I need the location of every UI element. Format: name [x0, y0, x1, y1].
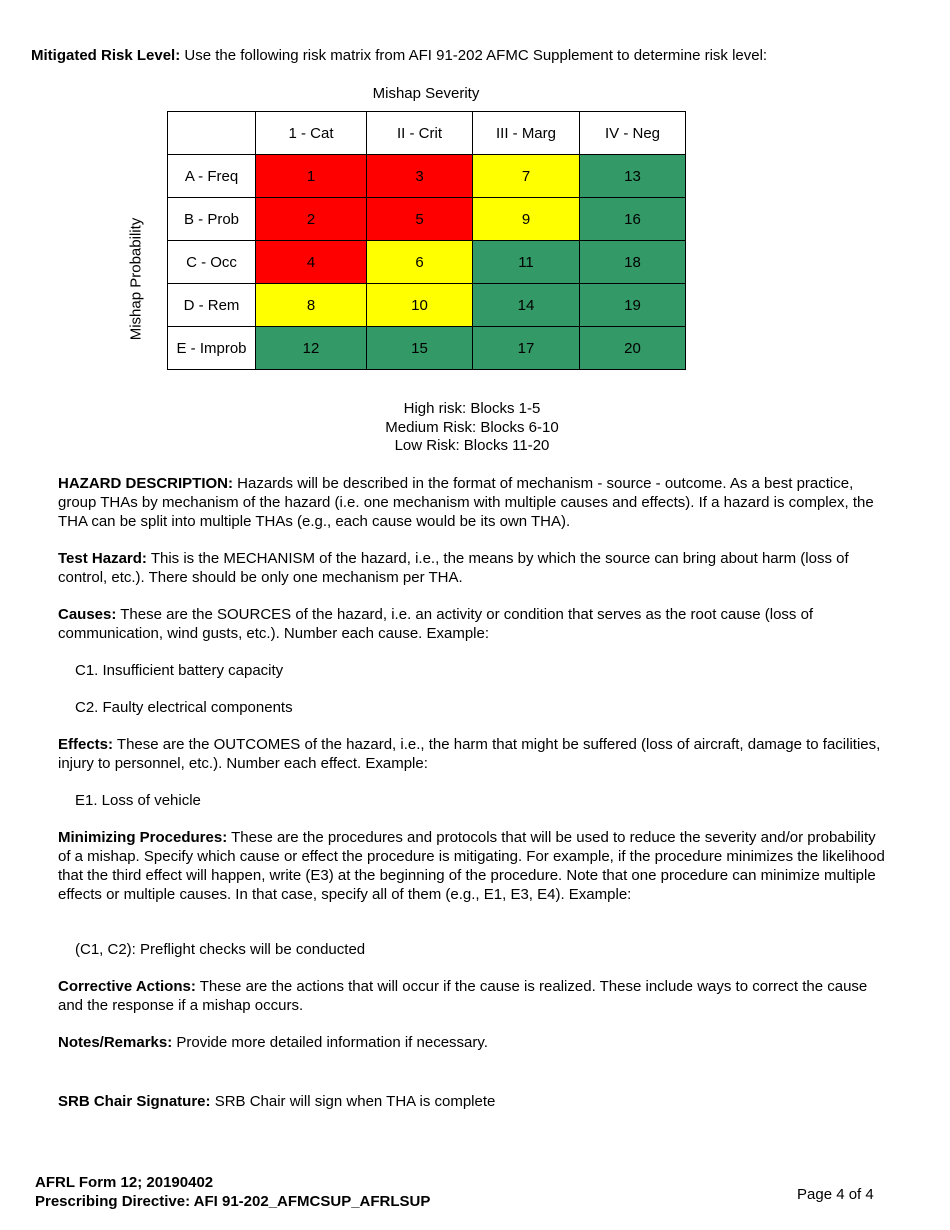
risk-cell: 19 — [580, 284, 686, 327]
cause-example: C2. Faulty electrical components — [75, 699, 293, 716]
test-hazard-label: Test Hazard: — [58, 550, 147, 567]
probability-header: D - Rem — [168, 284, 256, 327]
matrix-row — [168, 327, 686, 370]
causes-label: Causes: — [58, 606, 117, 623]
risk-cell: 9 — [473, 198, 580, 241]
risk-matrix — [167, 111, 686, 370]
matrix-row — [168, 198, 686, 241]
matrix-header-row — [168, 112, 686, 155]
matrix-row — [168, 284, 686, 327]
severity-axis-title: Mishap Severity — [372, 85, 480, 102]
severity-header: III - Marg — [473, 112, 580, 155]
corrective-actions-paragraph — [58, 977, 888, 1015]
notes-remarks-text: Provide more detailed information if necessary. — [172, 1034, 488, 1051]
risk-cell: 11 — [473, 241, 580, 284]
risk-cell: 20 — [580, 327, 686, 370]
cause-example: C1. Insufficient battery capacity — [75, 662, 284, 679]
test-hazard-text: This is the MECHANISM of the hazard, i.e., the means by which the source can bring about harm (loss of control, etc.). There should be only one mechanism per THA. — [58, 550, 849, 586]
procedure-example: (C1, C2): Preflight checks will be conducted — [75, 941, 366, 958]
effects-paragraph — [58, 735, 888, 773]
effect-example: E1. Loss of vehicle — [75, 792, 201, 809]
prescribing-directive: Prescribing Directive: AFI 91-202_AFMCSUP_AFRLSUP — [35, 1192, 431, 1210]
srb-signature-paragraph — [58, 1092, 888, 1111]
effects-label: Effects: — [58, 736, 114, 753]
risk-cell: 7 — [473, 155, 580, 198]
severity-header: 1 - Cat — [256, 112, 367, 155]
severity-header: II - Crit — [367, 112, 473, 155]
risk-cell: 5 — [367, 198, 473, 241]
minimizing-procedures-label: Minimizing Procedures: — [58, 829, 228, 846]
risk-cell: 13 — [580, 155, 686, 198]
srb-signature-text: SRB Chair will sign when THA is complete — [210, 1093, 496, 1110]
page-number: Page 4 of 4 — [797, 1186, 874, 1203]
hazard-description-paragraph — [58, 474, 888, 531]
mitigated-risk-intro — [31, 46, 767, 65]
form-id: AFRL Form 12; 20190402 — [35, 1174, 214, 1191]
hazard-description-label: HAZARD DESCRIPTION: — [58, 475, 233, 492]
risk-cell: 1 — [256, 155, 367, 198]
notes-remarks-paragraph — [58, 1033, 888, 1052]
probability-header: A - Freq — [168, 155, 256, 198]
risk-cell: 12 — [256, 327, 367, 370]
causes-text: These are the SOURCES of the hazard, i.e. an activity or condition that serves as the root cause (loss of communication, wind gusts, etc.). Number each cause. Example: — [58, 606, 814, 642]
legend-low: Low Risk: Blocks 11-20 — [394, 437, 550, 454]
legend-medium: Medium Risk: Blocks 6-10 — [385, 418, 559, 436]
minimizing-procedures-paragraph — [58, 828, 888, 904]
notes-remarks-label: Notes/Remarks: — [58, 1034, 173, 1051]
probability-axis-title: Mishap Probability — [127, 217, 145, 341]
matrix-row — [168, 241, 686, 284]
risk-cell: 17 — [473, 327, 580, 370]
minimizing-procedures-text: These are the procedures and protocols that will be used to reduce the severity and/or probability of a mishap. Specify which cause or effect the procedure is mitigating. For example, if the procedure minimizes the likelihood that the third effect will happen, write (E3) at the beginning of the procedure. Note that one procedure can minimize multiple effects or multiple causes. In that case, specify all of them (e.g., E1, E3, E4). Example: — [58, 829, 885, 903]
causes-paragraph — [58, 605, 888, 643]
probability-header: E - Improb — [168, 327, 256, 370]
risk-cell: 10 — [367, 284, 473, 327]
risk-legend — [300, 400, 644, 456]
effects-text: These are the OUTCOMES of the hazard, i.e., the harm that might be suffered (loss of aircraft, damage to facilities, injury to personnel, etc.). Number each effect. Example: — [58, 736, 881, 772]
risk-cell: 2 — [256, 198, 367, 241]
risk-cell: 14 — [473, 284, 580, 327]
legend-high: High risk: Blocks 1-5 — [403, 400, 541, 417]
hazard-description-text: Hazards will be described in the format of mechanism - source - outcome. As a best practice, group THAs by mechanism of the hazard (i.e. one mechanism with multiple causes and effects). If a hazard is complex, the THA can be split into multiple THAs (e.g., each cause would be its own THA). — [58, 475, 874, 530]
risk-cell: 18 — [580, 241, 686, 284]
risk-cell: 16 — [580, 198, 686, 241]
severity-header: IV - Neg — [580, 112, 686, 155]
test-hazard-paragraph — [58, 549, 888, 587]
corrective-actions-text: These are the actions that will occur if the cause is realized. These include ways to correct the cause and the response if a mishap occurs. — [58, 978, 868, 1014]
probability-header: C - Occ — [168, 241, 256, 284]
matrix-row — [168, 155, 686, 198]
probability-header: B - Prob — [168, 198, 256, 241]
srb-signature-label: SRB Chair Signature: — [58, 1093, 211, 1110]
matrix-corner-cell — [168, 112, 256, 155]
risk-cell: 4 — [256, 241, 367, 284]
risk-cell: 8 — [256, 284, 367, 327]
intro-label: Mitigated Risk Level: — [31, 47, 181, 64]
risk-cell: 15 — [367, 327, 473, 370]
risk-cell: 3 — [367, 155, 473, 198]
intro-text: Use the following risk matrix from AFI 91-202 AFMC Supplement to determine risk level: — [180, 47, 768, 64]
form-footer — [35, 1174, 430, 1211]
risk-cell: 6 — [367, 241, 473, 284]
corrective-actions-label: Corrective Actions: — [58, 978, 196, 995]
